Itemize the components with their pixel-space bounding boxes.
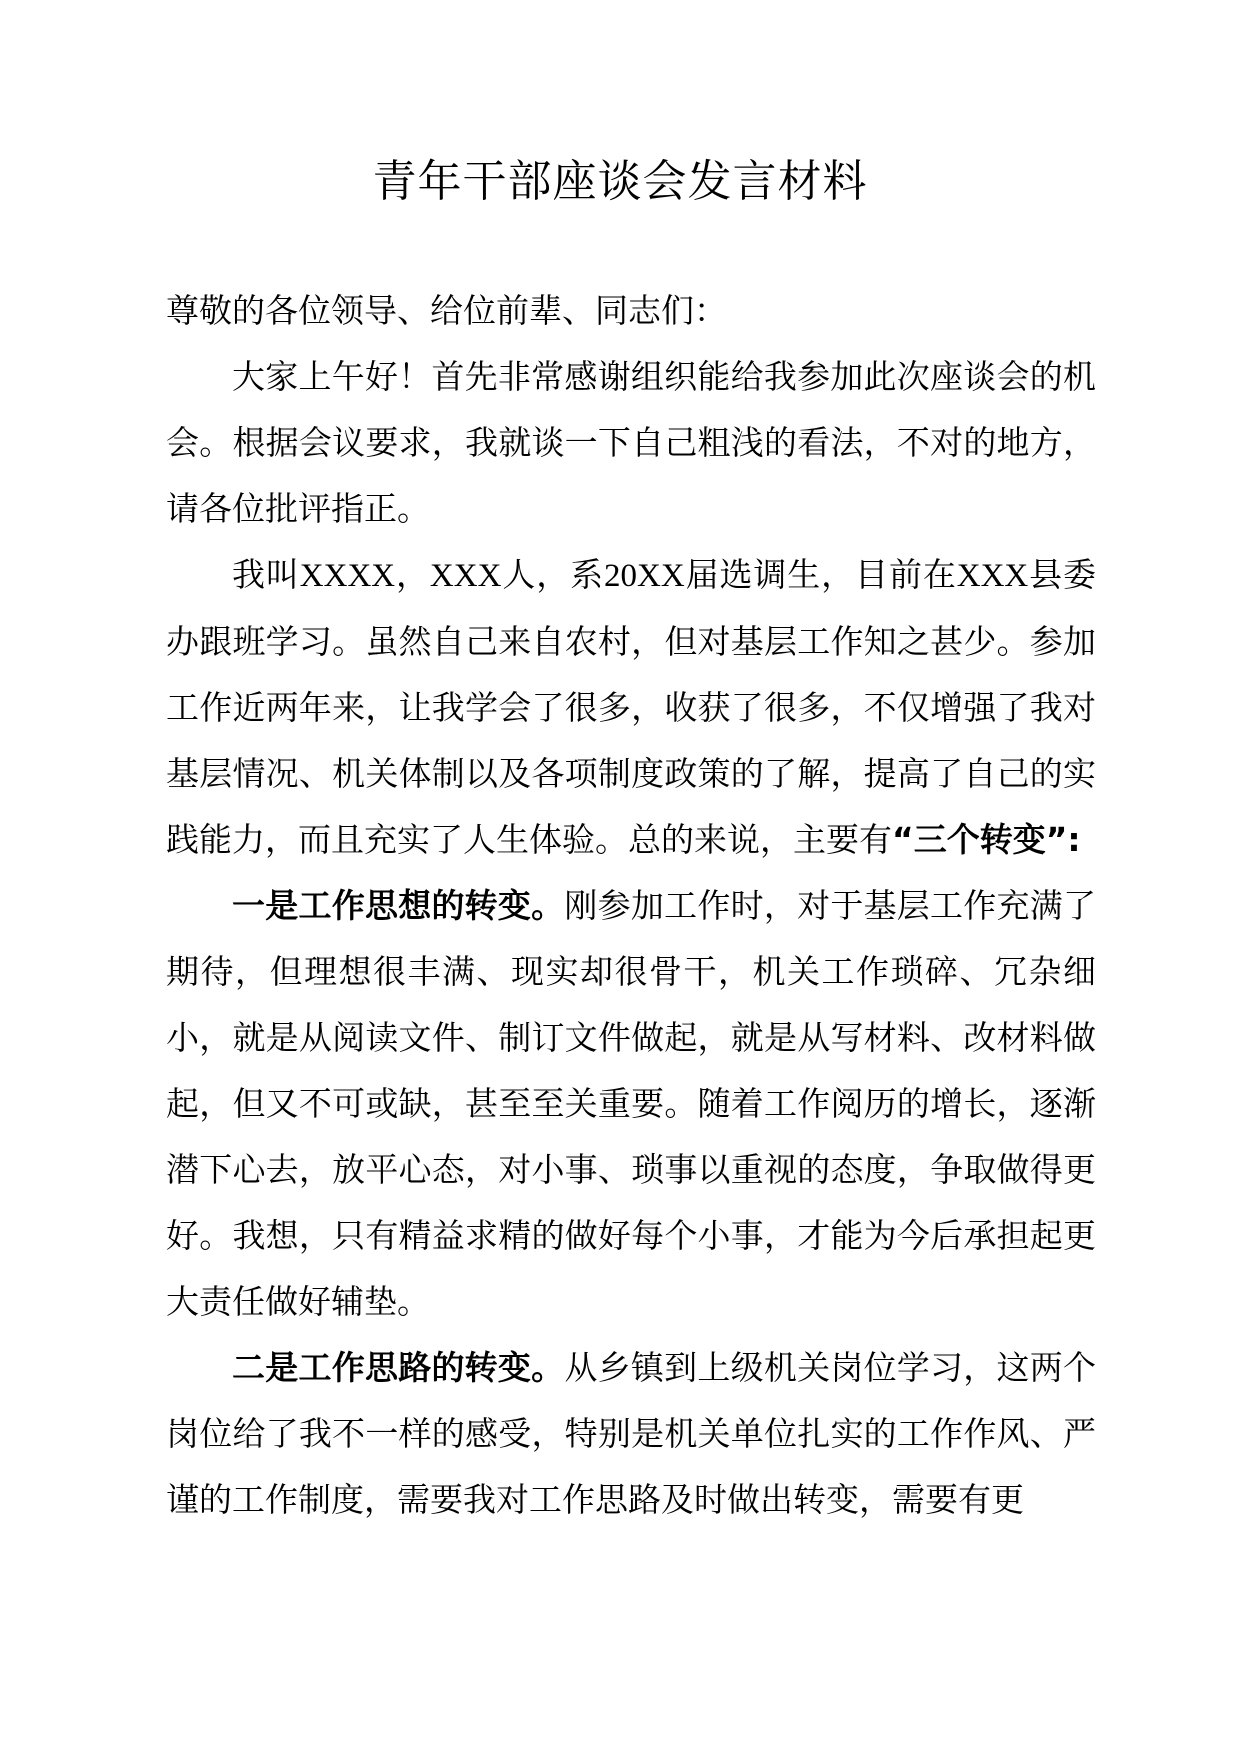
paragraph-change-two — [166, 1335, 1096, 1533]
paragraph-greeting: 大家上午好！首先非常感谢组织能给我参加此次座谈会的机会。根据会议要求，我就谈一下自己粗浅的看法，不对的地方，请各位批评指正。 — [166, 357, 1096, 528]
change-one-text: 刚参加工作时，对于基层工作充满了期待，但理想很丰满、现实却很骨干，机关工作琐碎、冗杂细小，就是从阅读文件、制订文件做起，就是从写材料、改材料做起，但又不可或缺，甚至至关重要。随着工作阅历的增长，逐渐潜下心去，放平心态，对小事、琐事以重视的态度，争取做得更好。我想，只有精益求精的做好每个小事，才能为今后承担起更大责任做好辅垫。 — [166, 886, 1097, 1321]
intro-year-placeholder: 20XX — [604, 558, 685, 594]
salutation: 尊敬的各位领导、给位前辈、同志们： — [166, 291, 727, 330]
intro-county-placeholder: XXX — [956, 558, 1029, 594]
document-title: 青年干部座谈会发言材料 — [372, 156, 868, 207]
paragraph-introduction — [166, 542, 1096, 873]
intro-text-3: 人，系 — [501, 555, 605, 594]
change-one-heading: 一是工作思想的转变。 — [232, 886, 565, 925]
intro-name-placeholder: XXXX — [299, 558, 396, 594]
intro-text-5: 县委办跟班学习。虽然自己来自农村，但对基层工作知之甚少。参加工作近两年来，让我学会了很多，收获了很多，不仅增强了我对基层情况、机关体制以及各项制度政策的了解，提高了自己的实践能力，而且充实了人生体验。总的来说，主要有 — [166, 555, 1097, 859]
paragraph-change-one — [166, 873, 1096, 1335]
three-changes-emphasis: “三个转变”: — [892, 820, 1081, 859]
intro-text-2: ， — [395, 555, 430, 594]
change-two-text: 从乡镇到上级机关岗位学习，这两个岗位给了我不一样的感受，特别是机关单位扎实的工作作风、严谨的工作制度，需要我对工作思路及时做出转变，需要有更 — [166, 1348, 1097, 1519]
intro-hometown-placeholder: XXX — [429, 558, 502, 594]
intro-text-4: 届选调生，目前在 — [684, 555, 957, 594]
intro-text-1: 我叫 — [232, 555, 300, 594]
document-body — [166, 278, 1096, 1533]
change-two-heading: 二是工作思路的转变。 — [232, 1348, 565, 1387]
